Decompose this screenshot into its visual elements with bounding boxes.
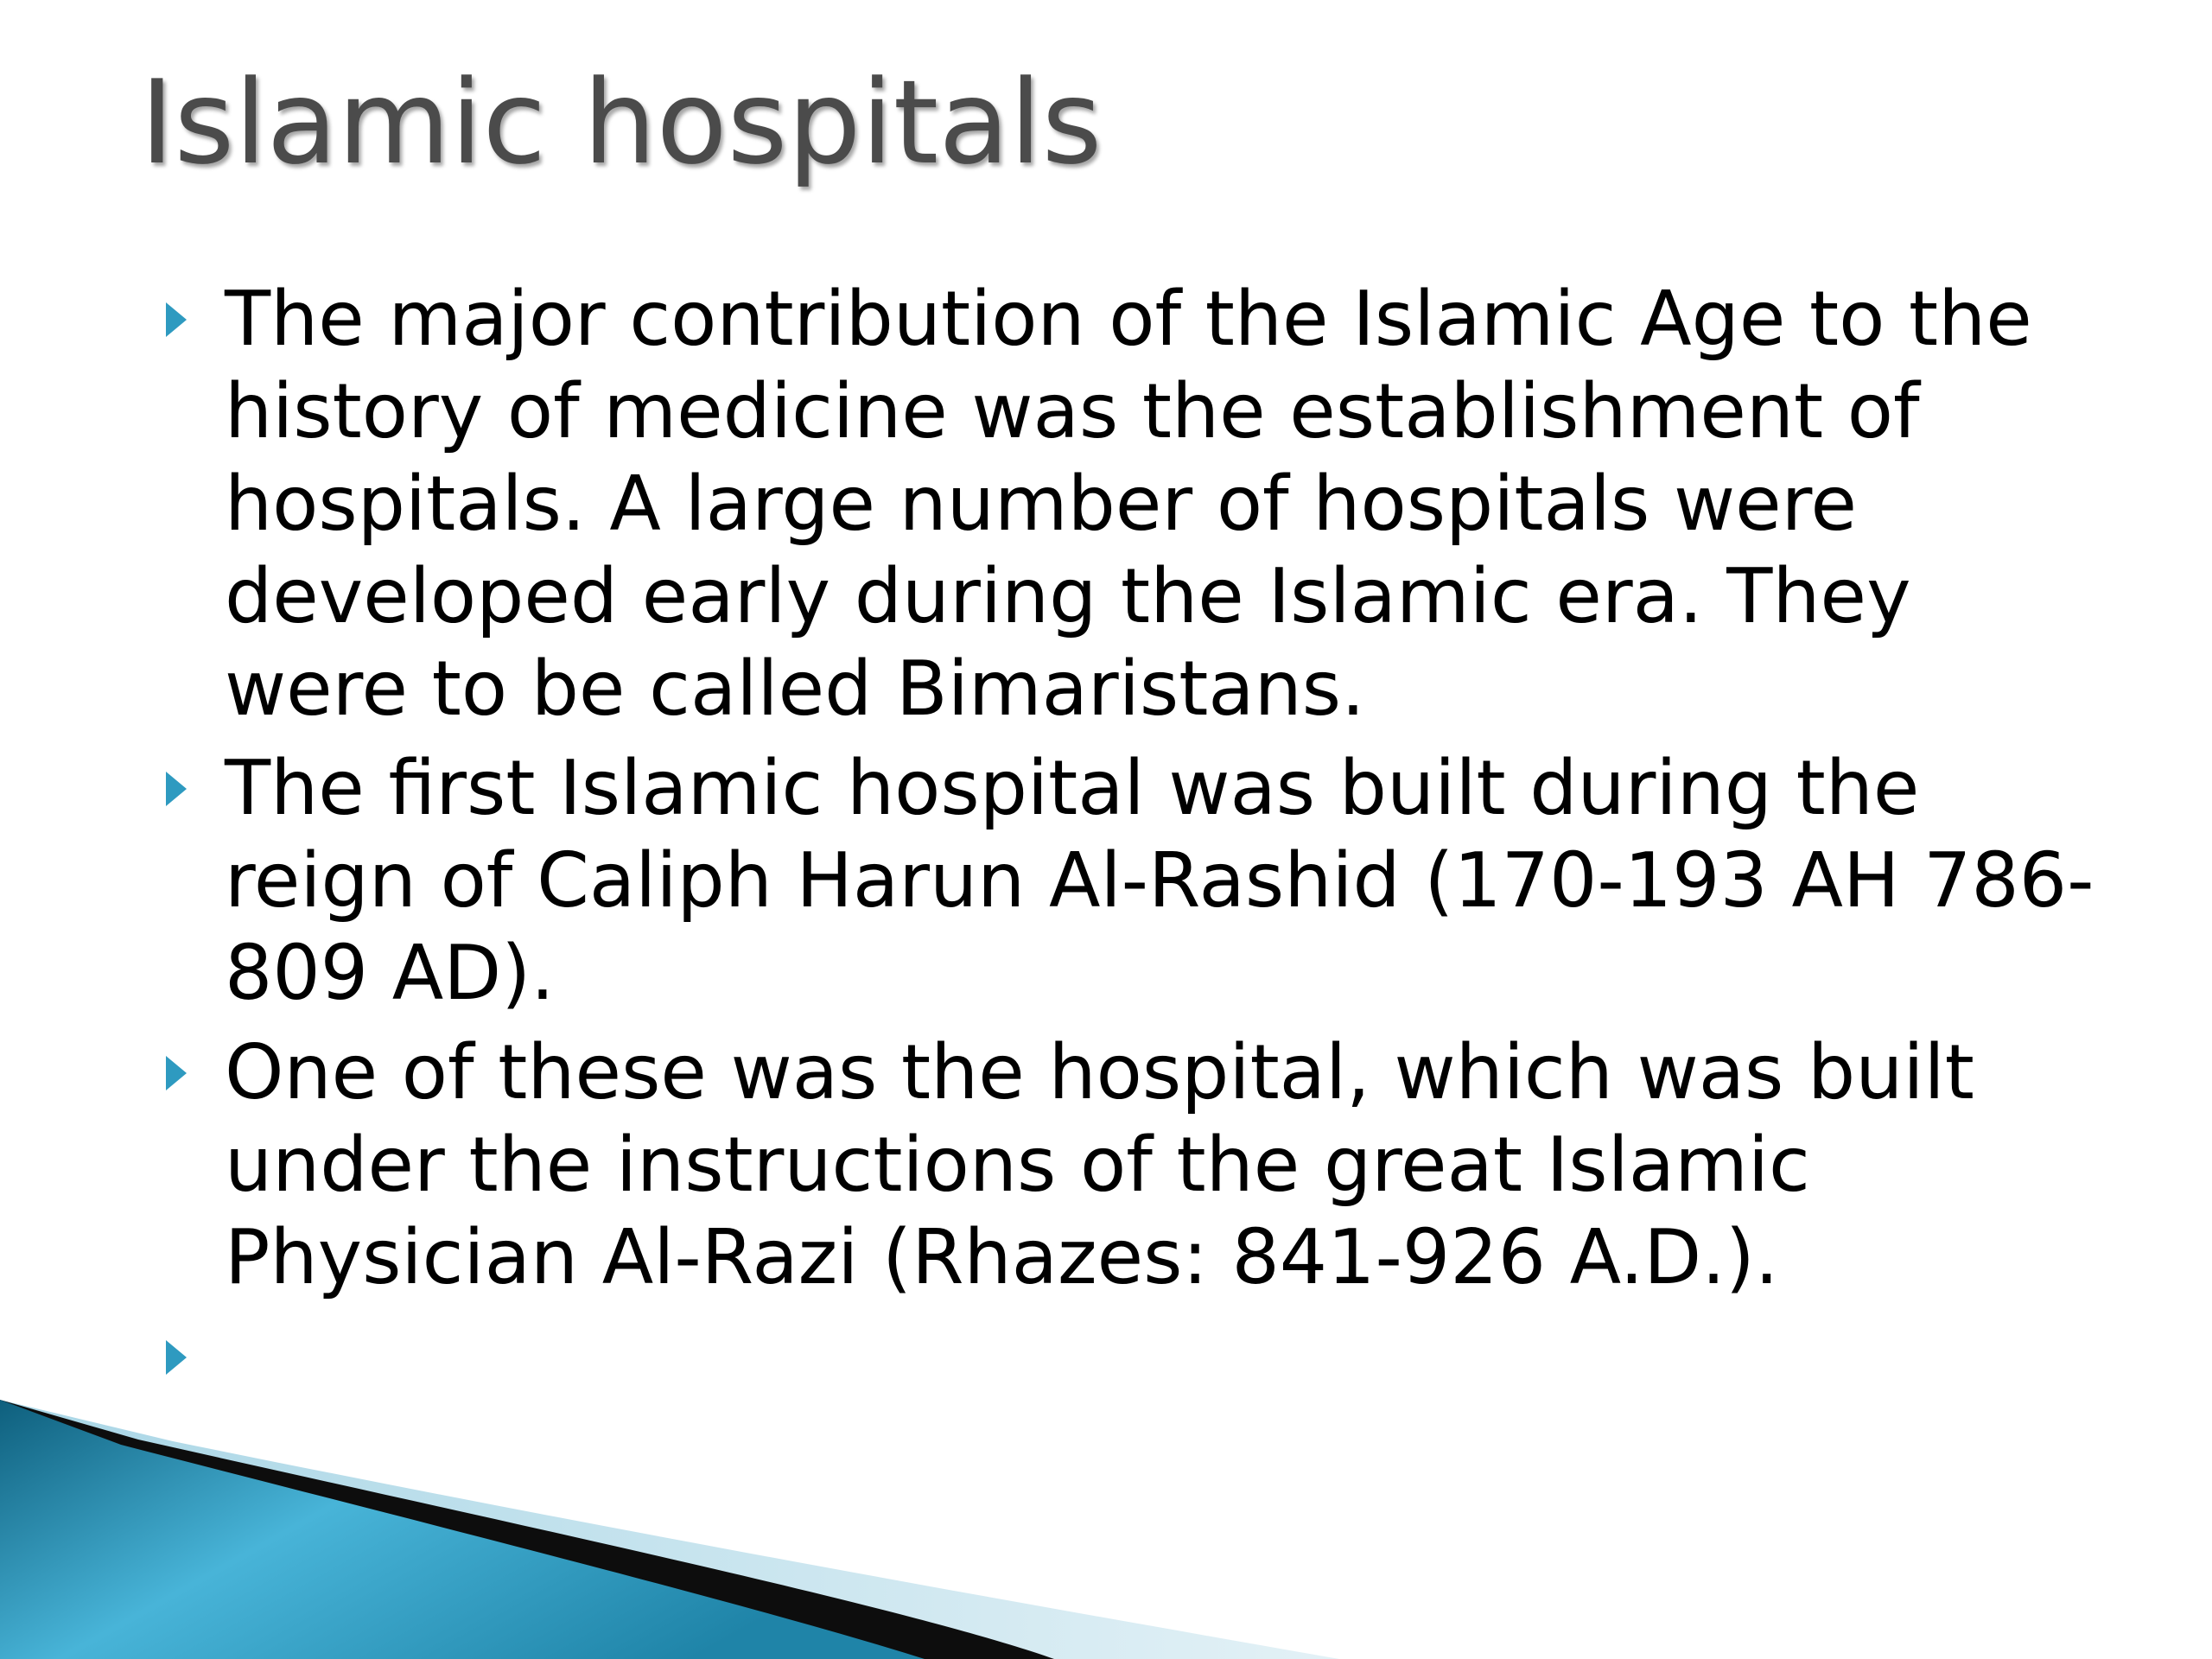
triangle-bullet-icon [166, 772, 187, 806]
triangle-bullet-icon [166, 1340, 187, 1375]
bullet-item [0, 1027, 2212, 1304]
bullet-item [0, 273, 2212, 735]
triangle-bullet-icon [166, 302, 187, 337]
bullet-item [0, 742, 2212, 1020]
slide-title: Islamic hospitals [140, 55, 1103, 190]
triangle-bullet-icon [166, 1056, 187, 1090]
bullet-text: The major contribution of the Islamic Age to the history of medicine was the establishment of hospitals. A large number of hospitals were developed early during the Islamic era. They were to be called Bimaristans. [225, 275, 2032, 733]
bullet-text: The first Islamic hospital was built during the reign of Caliph Harun Al-Rashid (170-193 AH 786-809 AD). [225, 744, 2094, 1017]
bullet-item-empty [0, 1311, 2212, 1403]
bullet-text: One of these was the hospital, which was built under the instructions of the great Islamic Physician Al-Razi (Rhazes: 841-926 A.D.). [225, 1028, 1974, 1301]
bullet-list [0, 273, 2212, 1410]
